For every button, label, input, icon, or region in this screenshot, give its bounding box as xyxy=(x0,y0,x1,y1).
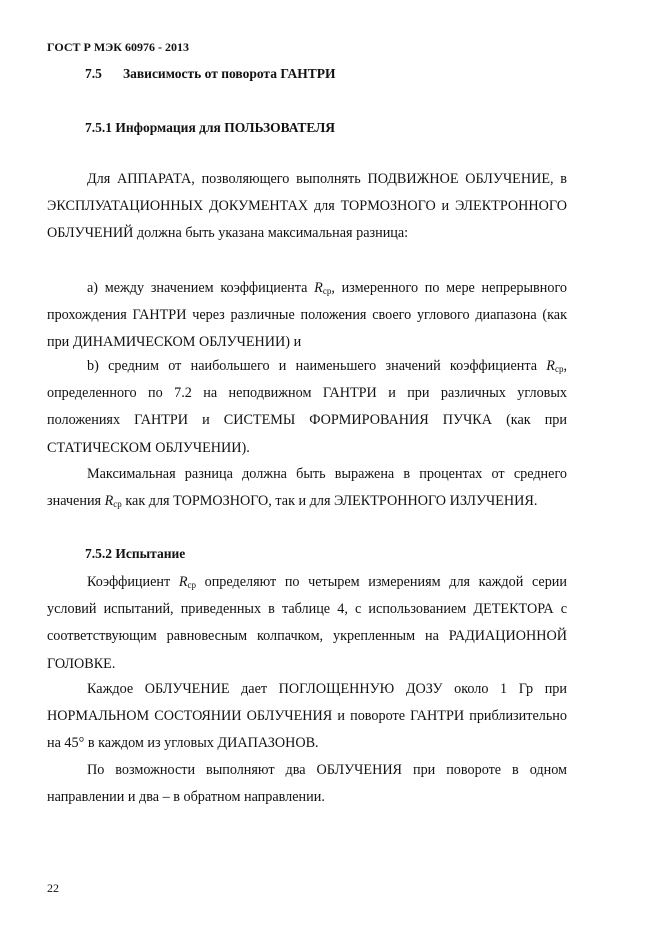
paragraph-each-exposure: Каждое ОБЛУЧЕНИЕ дает ПОГЛОЩЕННУЮ ДОЗУ около 1 Гр при НОРМАЛЬНОМ СОСТОЯНИИ ОБЛУЧЕНИЯ и повороте ГАНТРИ приблизительно на 45° в каждом из угловых ДИАПАЗОНОВ. xyxy=(47,681,567,752)
paragraph-intro: Для АППАРАТА, позволяющего выполнять ПОДВИЖНОЕ ОБЛУЧЕНИЕ, в ЭКСПЛУАТАЦИОННЫХ ДОКУМЕНТАХ для ТОРМОЗНОГО и ЭЛЕКТРОННОГО ОБЛУЧЕНИЙ должна быть указана максимальная разница: xyxy=(47,171,567,242)
section-number: 7.5 xyxy=(85,66,102,81)
section-heading-7-5-1: 7.5.1 Информация для ПОЛЬЗОВАТЕЛЯ xyxy=(85,120,336,135)
document-header: ГОСТ Р МЭК 60976 - 2013 xyxy=(47,40,189,54)
paragraph-possible: По возможности выполняют два ОБЛУЧЕНИЯ при повороте в одном направлении и два – в обратном направлении. xyxy=(47,762,567,806)
paragraph-coefficient: Коэффициент $R_{ср}$ определяют по четырем измерениям для каждой серии условий испытаний, приведенных в таблице 4, с использованием ДЕТЕКТОРА с соответствующим равновесным колпачком, укрепленным на РАДИАЦИОННОЙ ГОЛОВКЕ. xyxy=(47,574,567,672)
list-item-b: b) средним от наибольшего и наименьшего значений коэффициента $R_{ср}$, определенного по 7.2 на неподвижном ГАНТРИ и при различных угловых положениях ГАНТРИ и СИСТЕМЫ ФОРМИРОВАНИЯ ПУЧКА (как при СТАТИЧЕСКОМ ОБЛУЧЕНИИ). xyxy=(47,358,567,456)
section-title: Зависимость от поворота ГАНТРИ xyxy=(123,66,336,81)
page-number: 22 xyxy=(47,881,59,895)
paragraph-max-difference: Максимальная разница должна быть выражена в процентах от среднего значения $R_{ср}$ как для ТОРМОЗНОГО, так и для ЭЛЕКТРОННОГО ИЗЛУЧЕНИЯ. xyxy=(47,466,567,510)
section-heading-7-5 xyxy=(85,66,335,82)
list-item-a: a) между значением коэффициента $R_{ср}$, измеренного по мере непрерывного прохождения ГАНТРИ через различные положения своего углового диапазона (как при ДИНАМИЧЕСКОМ ОБЛУЧЕНИИ) и xyxy=(47,280,567,351)
section-heading-7-5-2: 7.5.2 Испытание xyxy=(85,546,186,561)
